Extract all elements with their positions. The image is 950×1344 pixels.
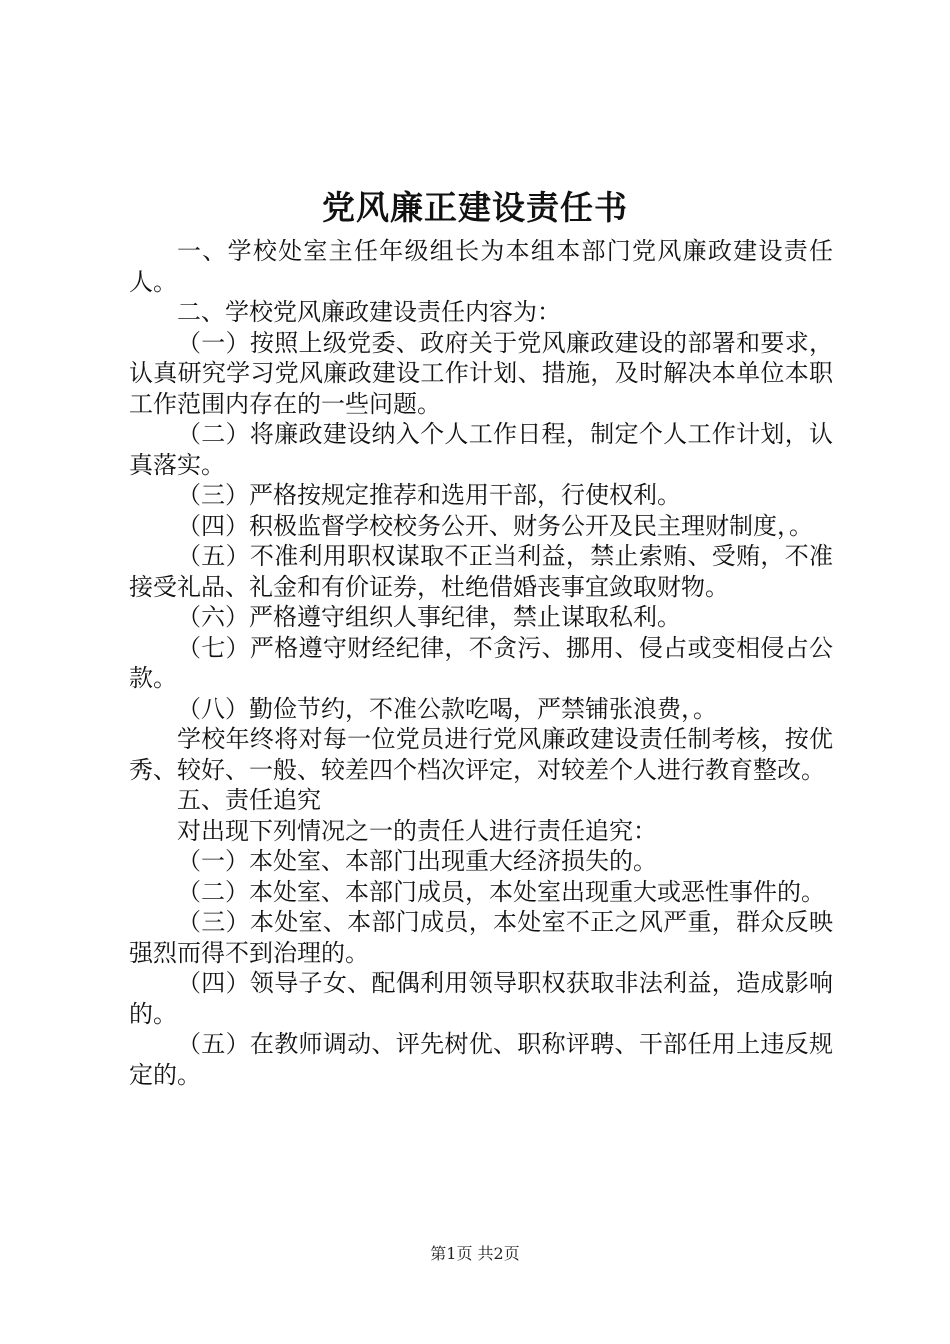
paragraph: 五、责任追究 [177,786,321,814]
paragraph: （一）本处室、本部门出现重大经济损失的。 [177,847,657,875]
paragraph: （五）在教师调动、评先树优、职称评聘、干部任用上违反规定的。 [129,1030,833,1089]
paragraph: （二）将廉政建设纳入个人工作日程，制定个人工作计划，认真落实。 [129,420,833,479]
paragraph: （三）本处室、本部门成员，本处室不正之风严重，群众反映强烈而得不到治理的。 [129,908,833,967]
paragraph: （八）勤俭节约，不准公款吃喝，严禁铺张浪费，。 [177,694,717,723]
paragraph: 对出现下列情况之一的责任人进行责任追究： [177,816,657,845]
paragraph: （五）不准利用职权谋取不正当利益，禁止索贿、受贿，不准接受礼品、礼金和有价证券，杜绝借婚丧事宜敛取财物。 [129,542,833,601]
paragraph: （四）领导子女、配偶利用领导职权获取非法利益，造成影响的。 [129,969,833,1028]
paragraph: （四）积极监督学校校务公开、财务公开及民主理财制度，。 [177,511,813,540]
document-title: 党风廉正建设责任书 [322,188,628,227]
paragraph: 二、学校党风廉政建设责任内容为： [177,298,561,326]
paragraph: （二）本处室、本部门成员，本处室出现重大或恶性事件的。 [177,877,825,906]
page-number-footer: 第1页 共2页 [430,1244,520,1263]
paragraph: （三）严格按规定推荐和选用干部，行使权利。 [177,481,681,509]
paragraph: （六）严格遵守组织人事纪律，禁止谋取私利。 [177,603,681,631]
paragraph: 一、学校处室主任年级组长为本组本部门党风廉政建设责任人。 [129,237,833,296]
paragraph: （七）严格遵守财经纪律，不贪污、挪用、侵占或变相侵占公款。 [129,633,833,692]
document-body [129,236,833,1090]
paragraph: 学校年终将对每一位党员进行党风廉政建设责任制考核，按优秀、较好、一般、较差四个档次评定，对较差个人进行教育整改。 [129,725,833,784]
paragraph: （一）按照上级党委、政府关于党风廉政建设的部署和要求，认真研究学习党风廉政建设工作计划、措施，及时解决本单位本职工作范围内存在的一些问题。 [129,328,833,418]
